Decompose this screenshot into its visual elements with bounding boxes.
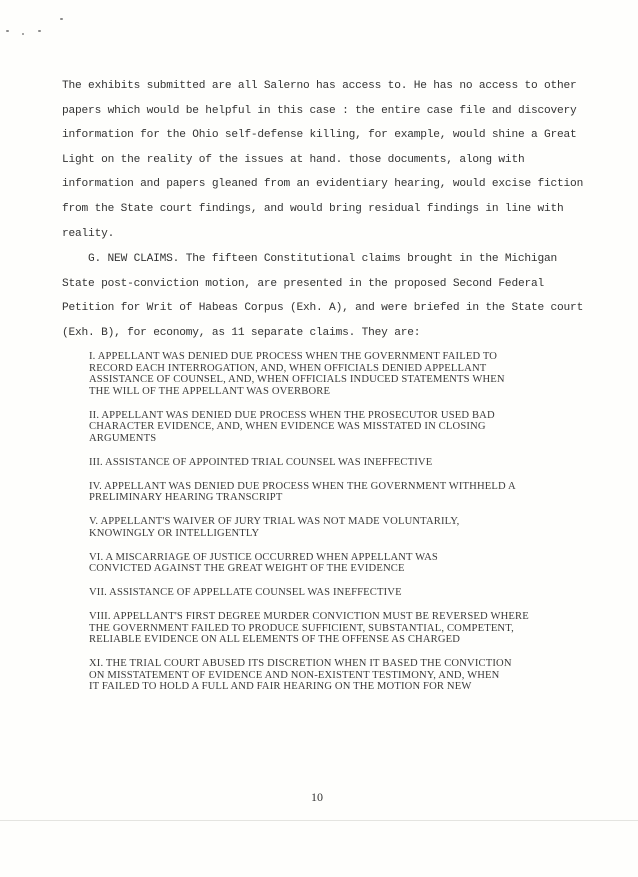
claim-line: THE GOVERNMENT FAILED TO PRODUCE SUFFICIENT, SUBSTANTIAL, COMPETENT, [89, 622, 514, 634]
claim-item [89, 611, 549, 646]
paragraph-exhibits [62, 74, 584, 246]
claim-line: THE WILL OF THE APPELLANT WAS OVERBORE [89, 385, 331, 397]
claim-item [89, 481, 549, 504]
text-line: information for the Ohio self-defense killing, for example, would shine a Great [62, 129, 577, 142]
claims-list [89, 351, 549, 705]
claim-item [89, 552, 549, 575]
text-line: State post-conviction motion, are presented in the proposed Second Federal [62, 277, 545, 290]
text-line: Petition for Writ of Habeas Corpus (Exh. A), and were briefed in the State court [62, 302, 584, 315]
claim-line: RECORD EACH INTERROGATION, AND, WHEN OFFICIALS DENIED APPELLANT [89, 362, 487, 374]
claim-line: VII. ASSISTANCE OF APPELLATE COUNSEL WAS INEFFECTIVE [89, 587, 402, 599]
claim-line: V. APPELLANT'S WAIVER OF JURY TRIAL WAS NOT MADE VOLUNTARILY, [89, 516, 460, 528]
scan-edge-line [0, 820, 638, 821]
claim-line: III. ASSISTANCE OF APPOINTED TRIAL COUNSEL WAS INEFFECTIVE [89, 456, 433, 468]
page-number: 10 [311, 790, 323, 804]
claim-item [89, 658, 549, 693]
claim-line: IV. APPELLANT WAS DENIED DUE PROCESS WHEN THE GOVERNMENT WITHHELD A [89, 480, 516, 492]
text-line: information and papers gleaned from an evidentiary hearing, would excise fiction [62, 178, 584, 191]
scan-speck [60, 18, 63, 20]
text-line: from the State court findings, and would bring residual findings in line with [62, 202, 564, 215]
claim-line: VIII. APPELLANT'S FIRST DEGREE MURDER CONVICTION MUST BE REVERSED WHERE [89, 610, 529, 622]
claim-line: IT FAILED TO HOLD A FULL AND FAIR HEARING ON THE MOTION FOR NEW [89, 681, 472, 693]
claim-item [89, 516, 549, 539]
scan-speck [6, 30, 9, 32]
claim-line: RELIABLE EVIDENCE ON ALL ELEMENTS OF THE OFFENSE AS CHARGED [89, 634, 461, 646]
paragraph-new-claims [62, 247, 584, 345]
scan-speck [38, 30, 41, 32]
text-line: papers which would be helpful in this case : the entire case file and discovery [62, 104, 577, 117]
claim-item [89, 351, 549, 397]
text-line: G. NEW CLAIMS. The fifteen Constitutional claims brought in the Michigan [88, 253, 557, 265]
claim-line: I. APPELLANT WAS DENIED DUE PROCESS WHEN THE GOVERNMENT FAILED TO [89, 351, 498, 362]
scan-speck [22, 33, 24, 35]
claim-line: ON MISSTATEMENT OF EVIDENCE AND NON-EXISTENT TESTIMONY, AND, WHEN [89, 669, 500, 681]
claim-item [89, 587, 549, 599]
claim-line: ASSISTANCE OF COUNSEL, AND, WHEN OFFICIALS INDUCED STATEMENTS WHEN [89, 374, 505, 386]
claim-item [89, 410, 549, 445]
claim-line: CONVICTED AGAINST THE GREAT WEIGHT OF THE EVIDENCE [89, 563, 405, 575]
claim-line: II. APPELLANT WAS DENIED DUE PROCESS WHEN THE PROSECUTOR USED BAD [89, 409, 495, 421]
claim-line: XI. THE TRIAL COURT ABUSED ITS DISCRETION WHEN IT BASED THE CONVICTION [89, 658, 512, 670]
claim-line: PRELIMINARY HEARING TRANSCRIPT [89, 492, 283, 504]
text-line: Light on the reality of the issues at hand. those documents, along with [62, 153, 525, 166]
text-line: The exhibits submitted are all Salerno has access to. He has no access to other [62, 80, 577, 92]
text-line: reality. [62, 227, 115, 240]
claim-line: CHARACTER EVIDENCE, AND, WHEN EVIDENCE WAS MISSTATED IN CLOSING [89, 421, 486, 433]
claim-line: KNOWINGLY OR INTELLIGENTLY [89, 527, 260, 539]
claim-line: VI. A MISCARRIAGE OF JUSTICE OCCURRED WHEN APPELLANT WAS [89, 551, 438, 563]
claim-line: ARGUMENTS [89, 432, 157, 444]
text-line: (Exh. B), for economy, as 11 separate claims. They are: [62, 326, 421, 339]
claim-item [89, 457, 549, 469]
